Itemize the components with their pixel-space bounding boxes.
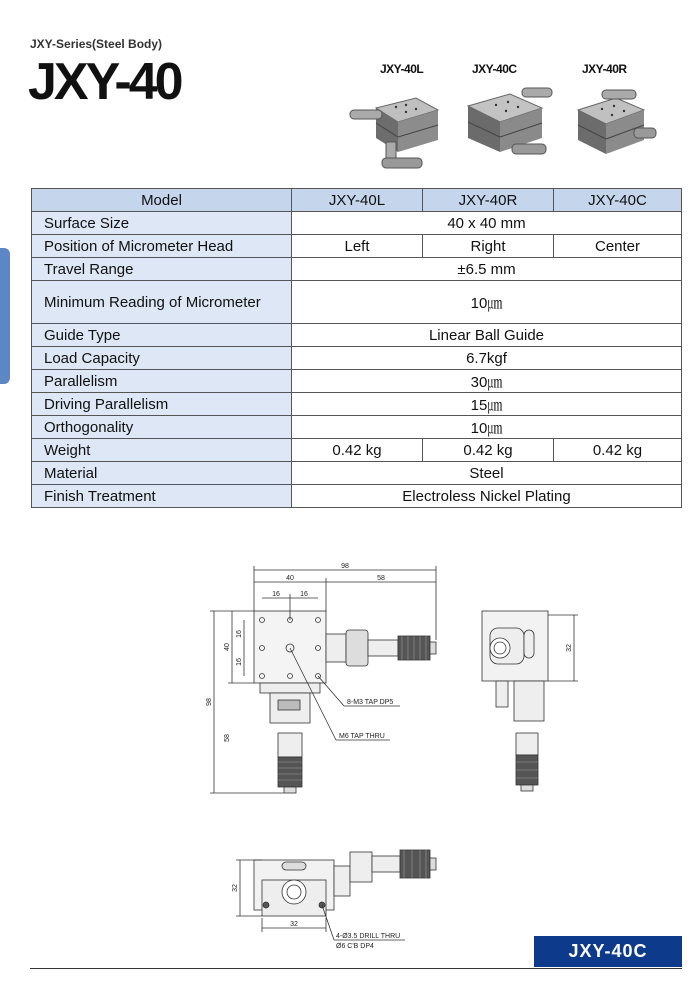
note-m3: 8-M3 TAP DP5 <box>347 699 394 706</box>
row-label: Material <box>32 462 292 485</box>
dim-58-top: 58 <box>377 575 385 582</box>
row-value: 0.42 kg <box>554 439 682 462</box>
row-value: 10㎛ <box>292 416 682 439</box>
header-col-r: JXY-40R <box>423 189 554 212</box>
row-value: 0.42 kg <box>423 439 554 462</box>
row-value: Electroless Nickel Plating <box>292 485 682 508</box>
row-value: 6.7kgf <box>292 347 682 370</box>
header-model: Model <box>32 189 292 212</box>
page-title: JXY-40 <box>28 53 181 111</box>
dim-40-top: 40 <box>286 575 294 582</box>
row-value: Steel <box>292 462 682 485</box>
dim-32-bottom-v: 32 <box>232 884 239 892</box>
x-micrometer-mount <box>326 634 346 662</box>
y-micrometer-knob <box>278 757 302 787</box>
row-label: Finish Treatment <box>32 485 292 508</box>
row-value: Left <box>292 235 423 258</box>
variant-label-c: JXY-40C <box>472 62 517 76</box>
row-label: Position of Micrometer Head <box>32 235 292 258</box>
row-value: Center <box>554 235 682 258</box>
dim-32-bottom-h: 32 <box>290 921 298 928</box>
row-label: Parallelism <box>32 370 292 393</box>
note-drill-1: 4-Ø3.5 DRILL THRU <box>336 933 401 940</box>
row-label: Surface Size <box>32 212 292 235</box>
dim-98-top: 98 <box>341 563 349 570</box>
note-drill-2: Ø6 C'B DP4 <box>336 943 374 950</box>
row-label: Travel Range <box>32 258 292 281</box>
dim-16a: 16 <box>272 591 280 598</box>
row-label: Driving Parallelism <box>32 393 292 416</box>
row-value: 30㎛ <box>292 370 682 393</box>
dim-40-left: 40 <box>224 643 231 651</box>
row-value: 40 x 40 mm <box>292 212 682 235</box>
row-label: Orthogonality <box>32 416 292 439</box>
dim-16b: 16 <box>300 591 308 598</box>
row-value: Linear Ball Guide <box>292 324 682 347</box>
dim-58-left: 58 <box>224 734 231 742</box>
row-label: Weight <box>32 439 292 462</box>
variant-label-r: JXY-40R <box>582 62 627 76</box>
row-label: Load Capacity <box>32 347 292 370</box>
footer-divider <box>30 968 682 969</box>
note-m6: M6 TAP THRU <box>339 733 385 740</box>
dim-16-vert-b: 16 <box>236 658 243 666</box>
header-col-c: JXY-40C <box>554 189 682 212</box>
header-col-l: JXY-40L <box>292 189 423 212</box>
row-value: 15㎛ <box>292 393 682 416</box>
dim-16-vert-a: 16 <box>236 630 243 638</box>
row-value: ±6.5 mm <box>292 258 682 281</box>
variant-label-l: JXY-40L <box>380 62 424 76</box>
row-value: 10㎛ <box>292 281 682 324</box>
dim-32-side: 32 <box>566 644 573 652</box>
row-label: Guide Type <box>32 324 292 347</box>
dim-98-left: 98 <box>206 698 213 706</box>
row-value: Right <box>423 235 554 258</box>
model-badge: JXY-40C <box>534 936 682 967</box>
row-value: 0.42 kg <box>292 439 423 462</box>
series-subtitle: JXY-Series(Steel Body) <box>30 37 163 51</box>
row-label: Minimum Reading of Micrometer <box>32 281 292 324</box>
top-view-stage <box>254 611 326 683</box>
